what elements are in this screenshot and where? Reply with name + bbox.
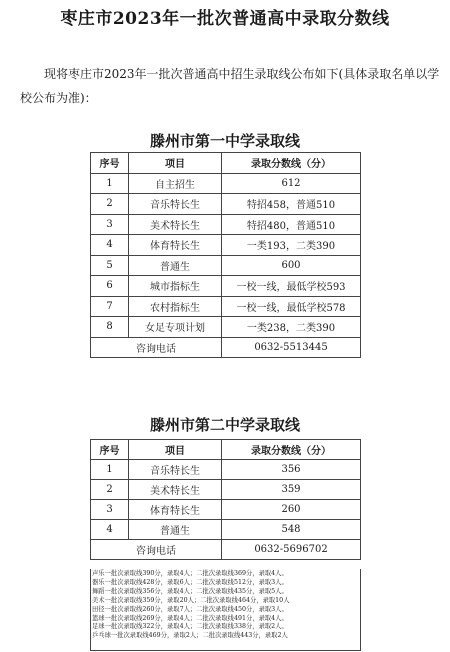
row-score: 一类238，二类390 — [222, 317, 361, 338]
row-score: 600 — [222, 255, 361, 276]
intro-paragraph: 现将枣庄市2023年一批次普通高中招生录取线公布如下(具体录取名单以学校公布为准)： — [20, 67, 440, 105]
row-score: 260 — [222, 500, 361, 520]
table-row — [91, 317, 361, 338]
note-line: 器乐一批次录取线428分，录取6人；二批次录取线512分，录取3人。 — [92, 578, 288, 586]
row-score: 548 — [222, 520, 361, 540]
table-row — [91, 276, 361, 297]
contact-row — [91, 337, 361, 358]
row-score: 一类193，二类390 — [222, 235, 361, 256]
row-index: 3 — [91, 500, 129, 520]
row-item: 音乐特长生 — [129, 460, 222, 480]
row-index: 5 — [91, 255, 129, 276]
page-title: 枣庄市2023年一批次普通高中录取分数线 — [60, 9, 390, 29]
table-header-row — [91, 153, 361, 174]
row-index: 3 — [91, 214, 129, 235]
table-row — [91, 296, 361, 317]
table-row — [91, 194, 361, 215]
table-row — [91, 460, 361, 480]
row-item: 自主招生 — [129, 173, 222, 194]
contact-phone: 0632-5696702 — [222, 540, 361, 560]
col-header-index: 序号 — [91, 440, 129, 460]
table-header-row — [91, 440, 361, 460]
row-item: 普通生 — [129, 520, 222, 540]
table-row — [91, 173, 361, 194]
row-item: 普通生 — [129, 255, 222, 276]
note-line: 舞蹈一批次录取线356分，录取4人；二批次录取线435分，录取5人。 — [92, 587, 288, 595]
col-header-score: 录取分数线（分） — [222, 440, 361, 460]
row-index: 6 — [91, 276, 129, 297]
note-line: 篮球一批次录取线269分，录取4人；二批次录取线491分，录取4人。 — [92, 614, 288, 622]
row-item: 体育特长生 — [129, 235, 222, 256]
col-header-index: 序号 — [91, 153, 129, 174]
col-header-item: 项目 — [129, 440, 222, 460]
row-index: 1 — [91, 173, 129, 194]
note-line: 乒乓球一批次录取线469分，录取2人；二批次录取线443分，录取2人 — [92, 632, 288, 640]
row-index: 8 — [91, 317, 129, 338]
row-item: 美术特长生 — [129, 480, 222, 500]
school1-title: 滕州市第一中学录取线 — [149, 132, 300, 150]
contact-phone: 0632-5513445 — [222, 337, 361, 358]
row-index: 2 — [91, 194, 129, 215]
row-index: 7 — [91, 296, 129, 317]
row-index: 4 — [91, 235, 129, 256]
row-score: 一校一线，最低学校578 — [222, 296, 361, 317]
note-line: 美术一批次录取线359分，录取20人；二批次录取线464分，录取10人 — [92, 596, 290, 604]
col-header-score: 录取分数线（分） — [222, 153, 361, 174]
row-score: 356 — [222, 460, 361, 480]
table-row — [91, 500, 361, 520]
row-index: 4 — [91, 520, 129, 540]
row-item: 音乐特长生 — [129, 194, 222, 215]
row-index: 1 — [91, 460, 129, 480]
contact-row — [91, 540, 361, 560]
row-item: 城市指标生 — [129, 276, 222, 297]
table-row — [91, 480, 361, 500]
table-row — [91, 235, 361, 256]
school1-score-table — [90, 152, 361, 358]
table-row — [91, 520, 361, 540]
table-row — [91, 255, 361, 276]
contact-label: 咨询电话 — [91, 337, 222, 358]
school2-title: 滕州市第二中学录取线 — [149, 416, 300, 434]
row-item: 女足专项计划 — [129, 317, 222, 338]
row-score: 特招480，普通510 — [222, 214, 361, 235]
note-line: 足球一批次录取线322分，录取4人；二批次录取线338分，录取2人。 — [92, 623, 288, 631]
contact-label: 咨询电话 — [91, 540, 222, 560]
note-line: 田径一批次录取线260分，录取7人；二批次录取线450分，录取3人。 — [92, 605, 288, 613]
row-item: 体育特长生 — [129, 500, 222, 520]
row-score: 359 — [222, 480, 361, 500]
row-score: 一校一线，最低学校593 — [222, 276, 361, 297]
row-item: 农村指标生 — [129, 296, 222, 317]
row-score: 特招458，普通510 — [222, 194, 361, 215]
row-score: 612 — [222, 173, 361, 194]
row-index: 2 — [91, 480, 129, 500]
admission-notes — [90, 569, 361, 651]
row-item: 美术特长生 — [129, 214, 222, 235]
school2-score-table — [90, 439, 361, 560]
note-line: 声乐一批次录取线390分，录取4人；二批次录取线369分，录取4人。 — [92, 570, 288, 577]
col-header-item: 项目 — [129, 153, 222, 174]
table-row — [91, 214, 361, 235]
